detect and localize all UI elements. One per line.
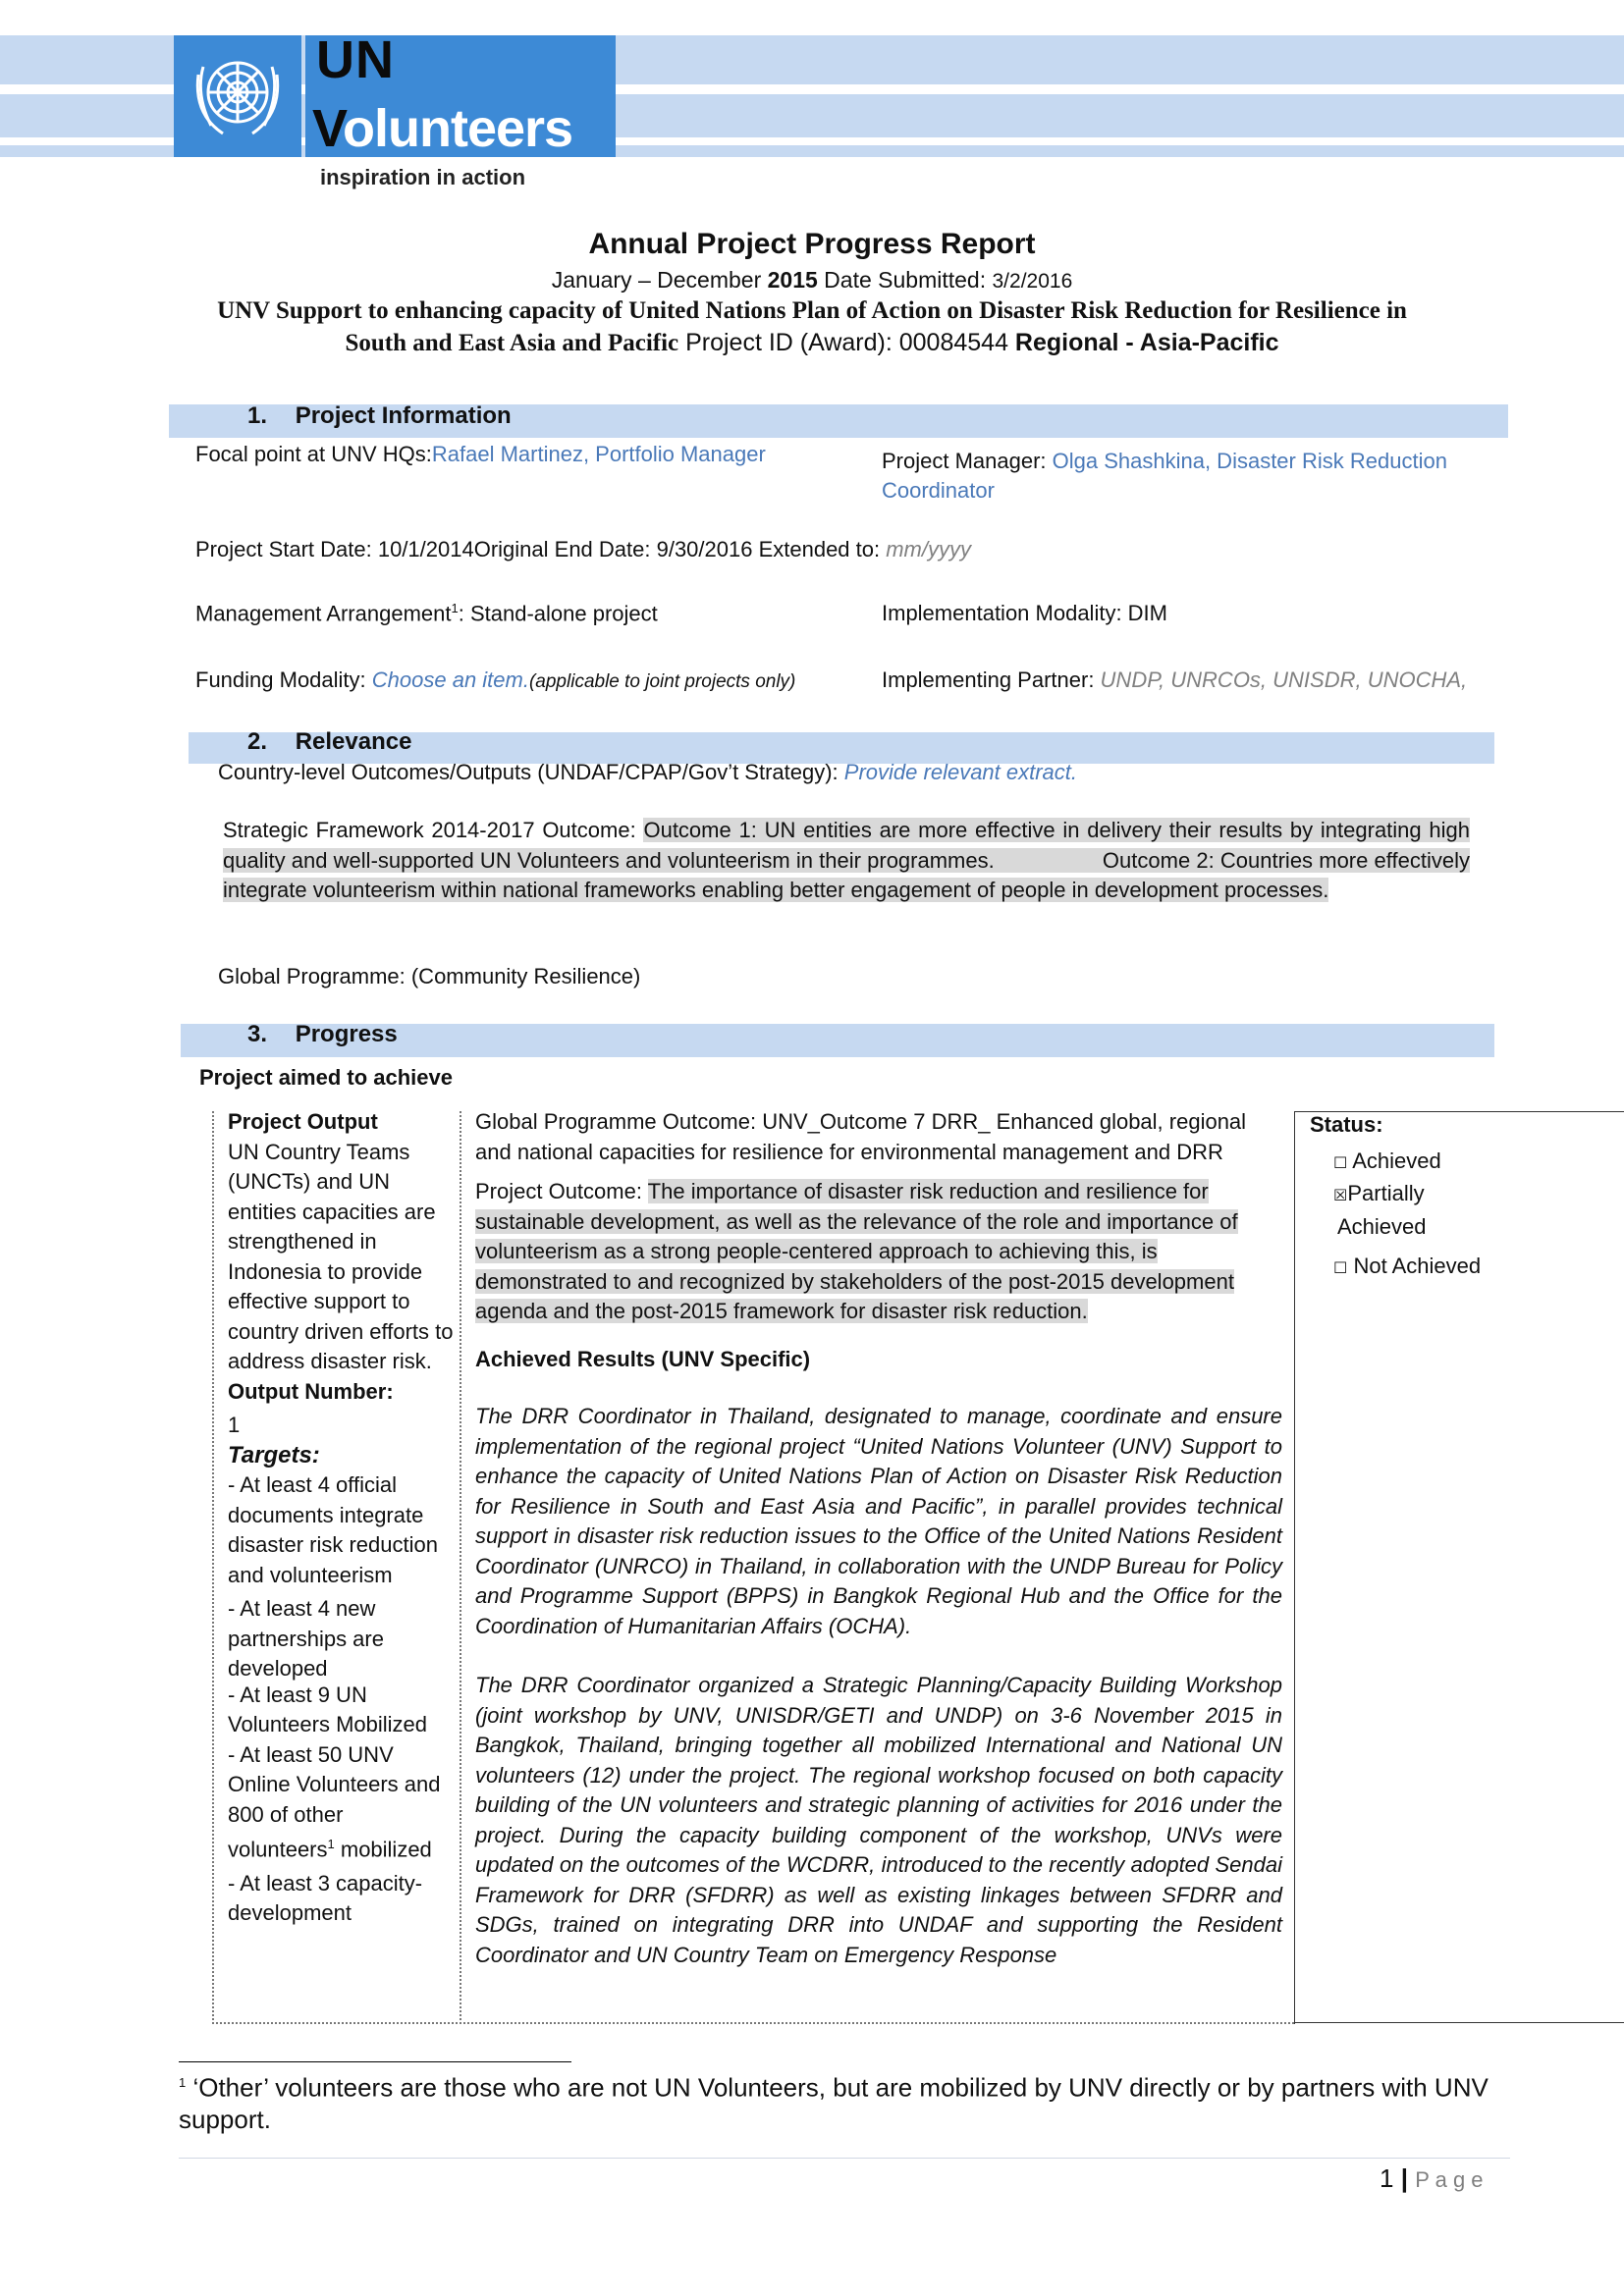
project-region: Regional - Asia-Pacific (1014, 329, 1279, 356)
page-word: P a g e (1415, 2167, 1484, 2192)
status-not-option[interactable] (1333, 1252, 1604, 1285)
target-4 (228, 1740, 456, 1865)
table-bottom-border (212, 2022, 1294, 2024)
section3-heading (247, 1021, 398, 1048)
section2-number: 2. (247, 728, 268, 755)
checkbox-empty-icon[interactable]: ☐ (1333, 1260, 1348, 1277)
project-outcome: Project Outcome: The importance of disaster risk reduction and resilience for sustainable development, as well as the relevance of the role and importance of volunteerism as a strong people-centered approach to achieving this, is demonstrated to and recognized by stakeholders of the post-2015 development agenda and the post-2015 framework for disaster risk reduction. (475, 1179, 1238, 1323)
extended-value: mm/yyyy (886, 537, 971, 561)
target4-footnote-ref: 1 (327, 1837, 335, 1851)
project-manager (882, 447, 1447, 506)
target-3: - At least 9 UN Volunteers Mobilized (228, 1682, 428, 1736)
country-label: Country-level Outcomes/Outputs (UNDAF/CPAP/Gov’t Strategy): (218, 760, 844, 784)
sf-outcome1: Outcome 1: UN entities are more effective in delivery their results by integrating high quality and well-supported UN Volunteers and volunteerism in their programmes. (223, 818, 1471, 873)
sf-outcome2: Outcome 2: Countries more effectively integrate volunteerism within national frameworks enabling better engagement of people in development processes. (223, 847, 1470, 902)
status-achieved-option[interactable] (1333, 1147, 1604, 1180)
target4-pre: - At least 50 UNV Online Volunteers and 800 of other volunteers (228, 1741, 441, 1862)
focal-value: Rafael Martinez, Portfolio Manager (431, 442, 766, 466)
mgmt-value: : Stand-alone project (458, 601, 658, 626)
focal-label: Focal point at UNV HQs: (195, 442, 432, 466)
country-value: Provide relevant extract. (843, 760, 1078, 784)
footnote-rule (179, 2061, 571, 2062)
achieved-results-label: Achieved Results (UNV Specific) (475, 1346, 811, 1371)
section1-title: Project Information (295, 402, 512, 429)
project-name-line1: UNV Support to enhancing capacity of United Nations Plan of Action on Disaster Risk Reduction for Resilience in (217, 297, 1407, 324)
section3-number: 3. (247, 1021, 268, 1047)
un-emblem-box (174, 35, 301, 157)
project-id-label: Project ID (Award): 00084544 (678, 329, 1015, 356)
focal-point (195, 442, 766, 467)
checkbox-checked-icon[interactable]: ☒ (1333, 1188, 1348, 1204)
table-left-border (212, 1111, 214, 2024)
logo-v-letter: V (312, 99, 344, 158)
section1-heading (247, 402, 512, 430)
submitted-date: 3/2/2016 (992, 270, 1073, 293)
table-col-divider-1 (460, 1111, 461, 2024)
report-period (0, 267, 1624, 294)
target-5: - At least 3 capacity-development (228, 1870, 423, 1926)
period-year: 2015 (767, 267, 818, 293)
funding-note: (applicable to joint projects only) (528, 671, 796, 692)
mgmt-label: Management Arrangement (195, 601, 452, 626)
page-footer (1380, 2163, 1484, 2194)
logo-tagline: inspiration in action (320, 165, 526, 189)
management-arrangement (195, 601, 658, 626)
target4-post: mobilized (334, 1837, 432, 1862)
project-outcome-value: The importance of disaster risk reduction and resilience for sustainable development, as well as the relevance of the role and importance of volunteerism as a strong people-centered approach to achieving this, is demonstrated to and recognized by stakeholders of the post-2015 development agenda and the post-2015 framework for disaster risk reduction (475, 1179, 1238, 1323)
section2-title: Relevance (295, 728, 412, 755)
implementing-partner (882, 667, 1467, 693)
funding-dropdown[interactable]: Choose an item. (371, 667, 529, 692)
funding-label: Funding Modality: (195, 667, 372, 692)
achieved-paragraph-2: The DRR Coordinator organized a Strategic Planning/Capacity Building Workshop (joint workshop by UNV, UNISDR/GETI and UNDP) on 3-6 November 2015 in Bangkok, Thailand, bringing together all mobilized International and National UN volunteers (12) under the project. The regional workshop focused on both capacity building of the UN volunteers and strategic planning of activities for 2016 under the project. During the capacity building component of the workshop, UNVs were updated on the outcomes of the WCDRR, introduced to the recently adopted Sendai Framework for DRR (SFDRR) as well as existing linkages between SFDRR and SDGs, trained on integrating DRR into UNDAF and supporting the Resident Coordinator and UN Country Team on Emergency Response (475, 1673, 1282, 1967)
project-dates (195, 537, 971, 562)
un-emblem-icon (174, 35, 301, 157)
status-not-text: Not Achieved (1353, 1254, 1482, 1278)
target-2: - At least 4 new partnerships are developed (228, 1596, 384, 1681)
achieved-paragraph-1: The DRR Coordinator in Thailand, designated to manage, coordinate and ensure implementation of the regional project “United Nations Volunteer (UNV) Support to enhance the capacity of United Nations Plan of Action on Disaster Risk Reduction for Resilience in South and East Asia and Pacific”, in parallel provides technical support in disaster risk reduction issues to the Office of the United Nations Resident Coordinator (UNRCO) in Thailand, in collaboration with the UNDP Bureau for Policy and Programme Support (BPPS) in Bangkok Regional Hub and the Office for the Coordination of Humanitarian Affairs (OCHA). (475, 1404, 1282, 1638)
report-title: Annual Project Progress Report (588, 228, 1036, 260)
mgmt-footnote-ref: 1 (451, 601, 459, 615)
status-partial-text-1: Partially (1347, 1181, 1425, 1205)
footnote-text: ‘Other’ volunteers are those who are not UN Volunteers, but are mobilized by UNV directly or by partners with UNV support. (179, 2072, 1489, 2134)
output-heading: Project Output (228, 1109, 378, 1134)
partner-label: Implementing Partner: (882, 667, 1101, 692)
project-outcome-label: Project Outcome: (475, 1179, 648, 1203)
table-col-divider-2 (1294, 1111, 1295, 2024)
status-label: Status: (1310, 1112, 1383, 1137)
checkbox-empty-icon[interactable]: ☐ (1333, 1154, 1348, 1172)
project-name-line2-text: South and East Asia and Pacific (345, 330, 679, 356)
output-column (228, 1107, 456, 1929)
table-clip-mask (461, 2026, 1294, 2056)
output-number: 1 (228, 1413, 241, 1437)
output-text: UN Country Teams (UNCTs) and UN entities capacities are strengthened in Indonesia to provide effective support to country driven efforts to address disaster risk. (228, 1139, 454, 1373)
table-status-bottom-border (1294, 2022, 1624, 2023)
targets-label: Targets: (228, 1441, 320, 1468)
sf-label: Strategic Framework 2014-2017 Outcome: (223, 818, 644, 842)
pm-label: Project Manager: (882, 449, 1053, 473)
footnote (179, 2067, 1494, 2135)
pm-value-line1: Olga Shashkina, Disaster Risk Reduction (1052, 449, 1447, 473)
logo-un-text: UN (316, 30, 395, 89)
status-column (1310, 1110, 1604, 1285)
funding-modality (195, 667, 795, 693)
section2-heading (247, 728, 411, 756)
partner-value: UNDP, UNRCOs, UNISDR, UNOCHA, (1100, 667, 1468, 692)
global-programme: Global Programme: (Community Resilience) (218, 964, 641, 988)
implementation-modality: Implementation Modality: DIM (882, 601, 1167, 625)
strategic-framework (223, 816, 1470, 906)
page-number: 1 (1380, 2163, 1394, 2193)
period-prefix: January – December (551, 267, 768, 293)
logo-volunteers-text (312, 98, 572, 159)
status-achieved-text: Achieved (1352, 1148, 1441, 1173)
status-partial-option[interactable] (1333, 1179, 1604, 1242)
footer-rule (179, 2158, 1510, 2159)
pm-value-line2: Coordinator (882, 478, 995, 503)
section3-title: Progress (295, 1021, 398, 1047)
outcome-column (475, 1107, 1282, 1970)
submitted-label: Date Submitted: (817, 267, 993, 293)
footnote-marker: 1 (179, 2075, 187, 2090)
project-name-line2 (0, 329, 1624, 357)
status-partial-text-2: Achieved (1337, 1213, 1427, 1239)
country-level-outcomes (218, 760, 1077, 785)
output-number-label: Output Number: (228, 1378, 394, 1404)
dates-text: Project Start Date: 10/1/2014Original End Date: 9/30/2016 Extended to: (195, 537, 887, 561)
logo-volunteers-rest: olunteers (343, 99, 573, 158)
project-aimed-label: Project aimed to achieve (199, 1065, 453, 1090)
section1-number: 1. (247, 402, 268, 429)
gp-outcome: Global Programme Outcome: UNV_Outcome 7 DRR_ Enhanced global, regional and national capacities for resilience for environmental management and DRR (475, 1109, 1247, 1164)
target-1: - At least 4 official documents integrate disaster risk reduction and volunteerism (228, 1472, 438, 1587)
footer-separator: | (1393, 2163, 1416, 2193)
